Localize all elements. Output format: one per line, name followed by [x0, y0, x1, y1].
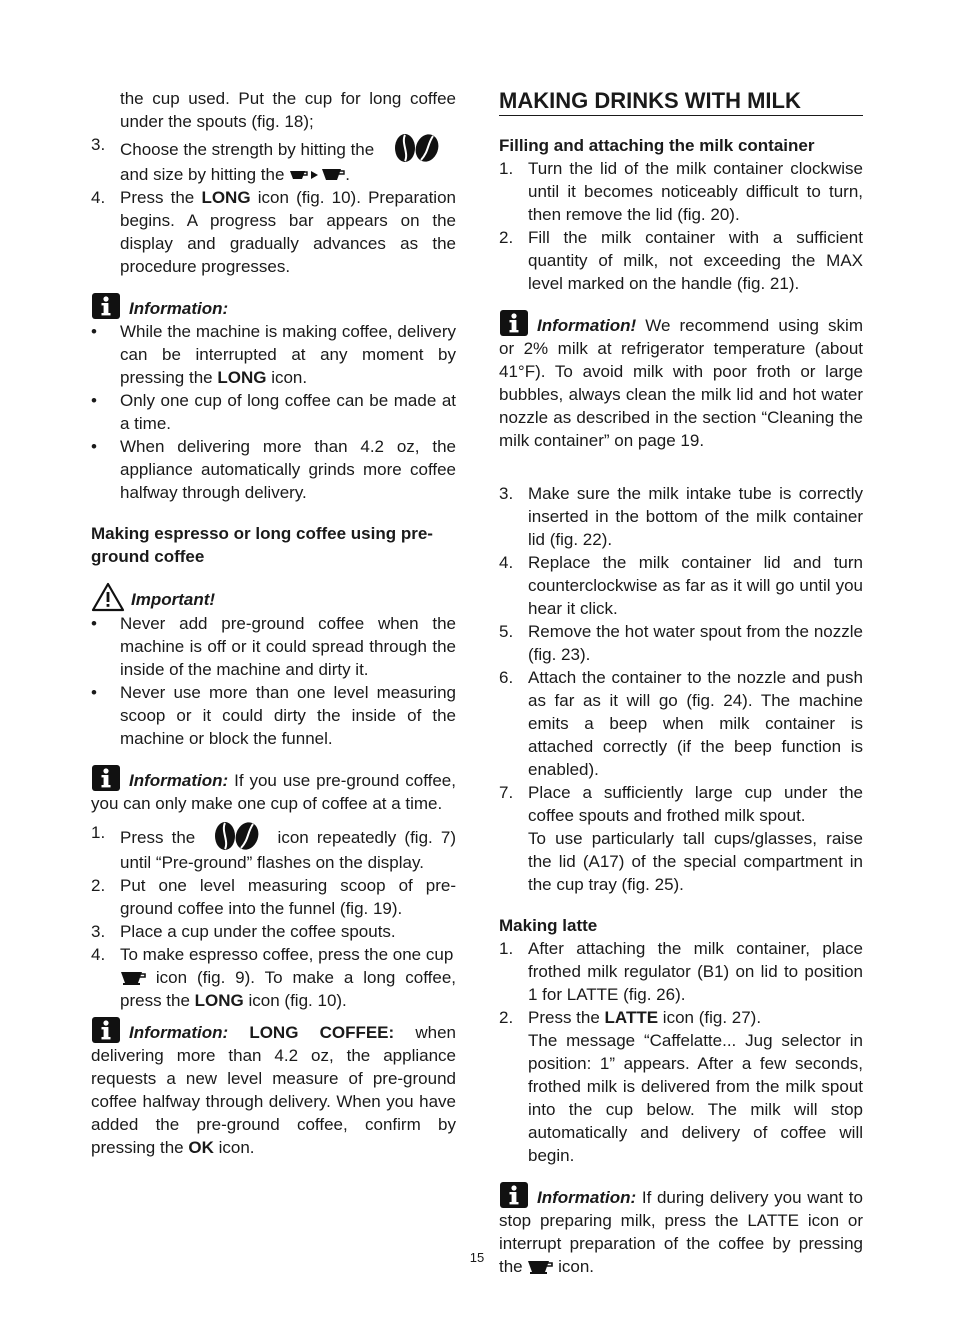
info-title: Information: [129, 771, 229, 790]
info-bullet-item [91, 320, 456, 389]
info-bullet-item [91, 389, 456, 435]
bullet-mark: • [91, 683, 97, 702]
important-title: Important! [131, 590, 216, 609]
long-coffee-keyword: LONG COFFEE: [249, 1023, 395, 1042]
latte-info-end: icon. [558, 1257, 595, 1276]
info-bullet-item [91, 435, 456, 504]
latte-step2-text-b: icon (fig. 27). [662, 1008, 762, 1027]
pg-step-1 [91, 821, 456, 874]
info-title: Information: [129, 1023, 229, 1042]
cup-icon [120, 971, 146, 985]
step3-text-a: Choose the strength by hitting the [120, 140, 375, 159]
milk-steps-list-b [499, 482, 863, 827]
coffee-beans-icon [211, 821, 261, 851]
step-number: 2. [91, 876, 106, 895]
step-number: 4. [91, 945, 106, 964]
milk-container-subheading: Filling and attaching the milk container [499, 136, 815, 155]
pg-step-2 [91, 874, 456, 920]
pg-step3-text: Place a cup under the coffee spouts. [120, 922, 396, 941]
section-heading: MAKING DRINKS WITH MILK [499, 87, 863, 116]
step-number: 4. [499, 553, 514, 572]
long-keyword: LONG [217, 368, 267, 387]
ok-keyword: OK [188, 1138, 214, 1157]
latte-keyword: LATTE [604, 1008, 659, 1027]
step-text: Turn the lid of the milk container clockwise until it becomes noticeably difficult to turn, then remove the lid (fig. 20). [528, 159, 863, 224]
step4-text-b: icon (fig. 10). Preparation begins. A progress bar appears on the display and gradually advances as the procedure progresses. [120, 188, 456, 276]
milk-info-note [499, 309, 863, 452]
pg-step4-text-c: icon (fig. 10). [248, 991, 347, 1010]
numbered-step [499, 781, 863, 827]
long-keyword: LONG [194, 991, 244, 1010]
info1-bullet-list [91, 320, 456, 504]
info-note-1 [91, 292, 456, 320]
latte-subheading: Making latte [499, 916, 598, 935]
coffee-beans-icon [391, 133, 441, 163]
important-bullet-item [91, 612, 456, 681]
pg-step-3 [91, 920, 456, 943]
latte-step-1 [499, 937, 863, 1006]
step-text: Place a sufficiently large cup under the coffee spouts and frothed milk spout. [528, 783, 863, 825]
step-4 [91, 186, 456, 278]
info-note-2 [91, 764, 456, 815]
step-text: Make sure the milk intake tube is correctly inserted in the bottom of the milk container lid (fig. 22). [528, 484, 863, 549]
bullet-text [120, 320, 456, 389]
bullet-text [120, 435, 456, 504]
info2-text: If you use pre-ground coffee, you can only make one cup of coffee at a time. [91, 771, 456, 813]
step-number: 2. [499, 228, 514, 247]
important-bullet-list [91, 612, 456, 750]
important-bullet-item [91, 681, 456, 750]
step-number: 5. [499, 622, 514, 641]
step-number: 1. [499, 939, 514, 958]
step-number: 2. [499, 1008, 514, 1027]
info-icon [91, 292, 121, 320]
latte-step2-text-a: Press the [528, 1008, 600, 1027]
left-column [91, 87, 456, 1159]
step-text: Attach the container to the nozzle and push as far as it will go (fig. 24). The machine emits a beep when milk container is attached correctly (if the beep function is enabled). [528, 668, 863, 779]
bullet-mark: • [91, 614, 97, 633]
info-icon [499, 309, 529, 337]
milk-steps-list-a [499, 157, 863, 295]
step3-end: . [345, 165, 350, 184]
pg-step-4 [91, 943, 456, 1012]
numbered-step [499, 157, 863, 226]
step-3 [91, 133, 456, 186]
cup-size-arrow-icon [289, 168, 345, 182]
pre-ground-subheading: Making espresso or long coffee using pre-ground coffee [91, 524, 433, 566]
pg-step1-text-a: Press the [120, 828, 196, 847]
pg-step2-text: Put one level measuring scoop of pre-ground coffee into the funnel (fig. 19). [120, 876, 456, 918]
bullet-text [120, 389, 456, 435]
step-text: Fill the milk container with a sufficient quantity of milk, not exceeding the MAX level marked on the handle (fig. 21). [528, 228, 863, 293]
step-number: 3. [91, 135, 106, 154]
latte-step1-text: After attaching the milk container, place frothed milk regulator (B1) on lid to position 1 for LATTE (fig. 26). [528, 939, 863, 1004]
bullet-text: Never use more than one level measuring scoop or it could dirty the inside of the machine or block the funnel. [120, 683, 456, 748]
step-text: Remove the hot water spout from the nozzle (fig. 23). [528, 622, 863, 664]
milk-info-text: We recommend using skim or 2% milk at refrigerator temperature (about 41°F). To avoid milk with poor froth or large bubbles, always clean the milk lid and hot water nozzle as described in the section “Cleaning the milk container” on page 19. [499, 316, 863, 450]
info-note-3 [91, 1016, 456, 1159]
bullet-mark: • [91, 322, 97, 341]
latte-step2-extra: The message “Caffelatte... Jug selector in position: 1” appears. After a few seconds, frothed milk is delivered from the milk spout into the cup below. The milk will stop automatically and delivery of coffee will begin. [528, 1031, 863, 1165]
info-icon [91, 764, 121, 792]
pg-step1-text-b: icon repeatedly (fig. 7) until “Pre-ground” flashes on the display. [120, 828, 457, 872]
info3-end: icon. [218, 1138, 255, 1157]
long-keyword: LONG [201, 188, 251, 207]
bullet-text: Never add pre-ground coffee when the machine is off or it could spread through the inside of the machine and dirty it. [120, 614, 456, 679]
numbered-step [499, 482, 863, 551]
bullet-text-b: icon. [271, 368, 308, 387]
numbered-step [499, 620, 863, 666]
step-number: 3. [91, 922, 106, 941]
step-number: 6. [499, 668, 514, 687]
latte-info-text: If during delivery you want to stop preparing milk, press the LATTE icon or interrupt preparation of the coffee by pressing the [499, 1188, 863, 1276]
bullet-text-a: While the machine is making coffee, delivery can be interrupted at any moment by pressing the [120, 322, 456, 387]
numbered-step [499, 551, 863, 620]
step7-extra: To use particularly tall cups/glasses, raise the lid (A17) of the special compartment in the cup tray (fig. 25). [528, 829, 863, 894]
info3-text: when delivering more than 4.2 oz, the appliance requests a new level measure of pre-ground coffee halfway through delivery. When you have added the pre-ground coffee, confirm by pressing the [91, 1023, 456, 1157]
step-text: Replace the milk container lid and turn counterclockwise as far as it will go until you hear it click. [528, 553, 863, 618]
info-icon [499, 1181, 529, 1209]
important-note [91, 582, 456, 612]
numbered-step [499, 226, 863, 295]
bullet-text-a: Only one cup of long coffee can be made at a time. [120, 391, 456, 433]
bullet-text-a: When delivering more than 4.2 oz, the appliance automatically grinds more coffee halfway through delivery. [120, 437, 456, 502]
right-column [499, 87, 863, 1278]
bullet-mark: • [91, 437, 97, 456]
latte-step-2 [499, 1006, 863, 1029]
step-number: 1. [499, 159, 514, 178]
warning-triangle-icon [91, 582, 125, 612]
step4-text-a: Press the [120, 188, 195, 207]
step-number: 7. [499, 783, 514, 802]
step-number: 4. [91, 188, 106, 207]
intro-text: the cup used. Put the cup for long coffee under the spouts (fig. 18); [120, 89, 456, 131]
info-icon [91, 1016, 121, 1044]
step-number: 3. [499, 484, 514, 503]
pg-step4-text-b: icon (fig. 9). To make a long coffee, press the [120, 968, 456, 1010]
numbered-step [499, 666, 863, 781]
step3-text-b: and size by hitting the [120, 165, 285, 184]
page-number: 15 [469, 1250, 485, 1265]
pg-step4-text-a: To make espresso coffee, press the one cup [120, 945, 454, 964]
step-number: 1. [91, 823, 106, 842]
info-title: Information! [537, 316, 637, 335]
info-title: Information: [537, 1188, 637, 1207]
info-title: Information: [129, 299, 229, 318]
bullet-mark: • [91, 391, 97, 410]
